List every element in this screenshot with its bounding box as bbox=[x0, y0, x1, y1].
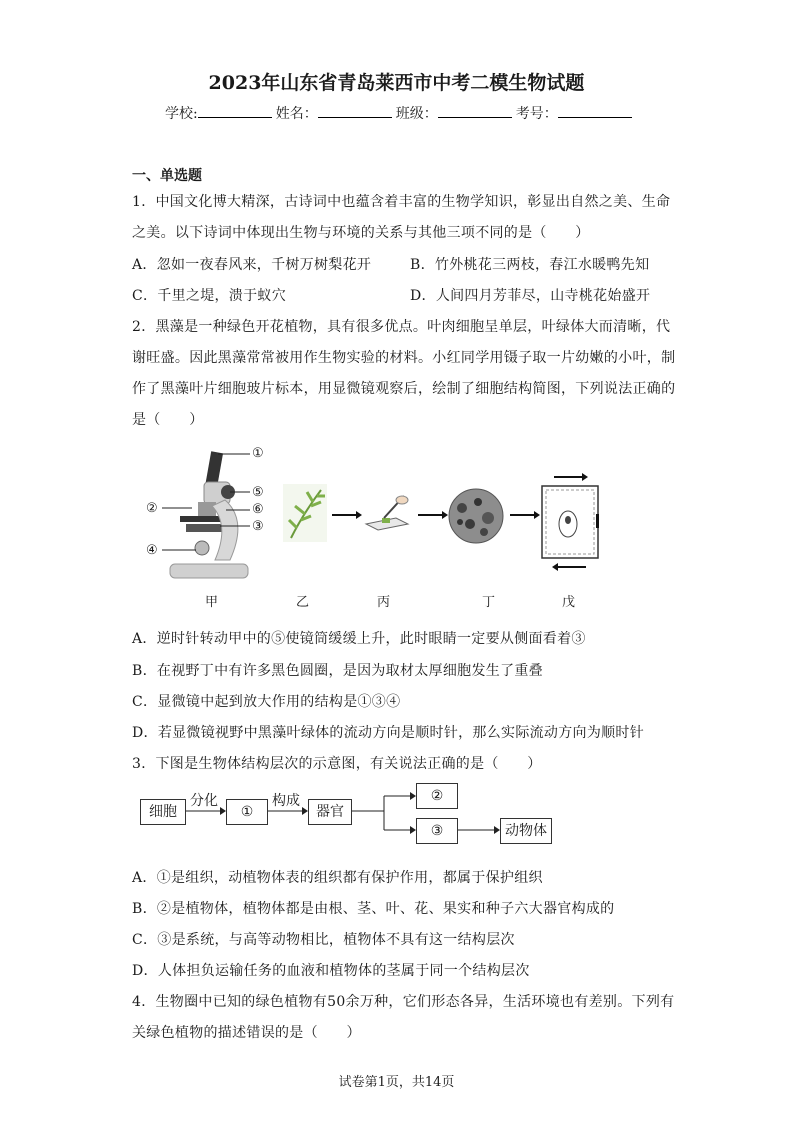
box-2: ② bbox=[416, 783, 458, 809]
q3-option-d: D．人体担负运输任务的血液和植物体的茎属于同一个结构层次 bbox=[132, 963, 530, 979]
caption-wu: 戊 bbox=[562, 595, 576, 610]
q1-option-b: B．竹外桃花三两枝，春江水暖鸭先知 bbox=[410, 257, 650, 273]
q2-option-d: D．若显微镜视野中黑藻叶绿体的流动方向是顺时针，那么实际流动方向为顺时针 bbox=[132, 725, 645, 741]
marker-5: ⑤ bbox=[252, 485, 264, 500]
q1-stem-line-2: 之美。以下诗词中体现出生物与环境的关系与其他三项不同的是（ ） bbox=[132, 225, 590, 241]
class-blank bbox=[438, 103, 512, 118]
box-3: ③ bbox=[416, 818, 458, 844]
name-label: 姓名： bbox=[275, 106, 318, 122]
q2-option-b: B．在视野丁中有许多黑色圆圈，是因为取材太厚细胞发生了重叠 bbox=[132, 663, 543, 679]
q2-figure bbox=[130, 440, 650, 615]
name-blank bbox=[318, 103, 392, 118]
structure-level-diagram bbox=[140, 780, 560, 850]
marker-6: ⑥ bbox=[252, 502, 264, 517]
q3-stem: 3．下图是生物体结构层次的示意图，有关说法正确的是（ ） bbox=[132, 756, 542, 772]
page-title: 2023年山东省青岛莱西市中考二模生物试题 bbox=[208, 72, 585, 94]
q3-option-a: A．①是组织，动植物体表的组织都有保护作用，都属于保护组织 bbox=[132, 870, 543, 886]
marker-1: ① bbox=[252, 446, 264, 461]
box-cell: 细胞 bbox=[140, 799, 186, 825]
q1-option-c: C．千里之堤，溃于蚁穴 bbox=[132, 288, 287, 304]
class-label: 班级： bbox=[395, 106, 438, 122]
q2-option-c: C．显微镜中起到放大作用的结构是①③④ bbox=[132, 694, 401, 710]
number-blank bbox=[558, 103, 632, 118]
q1-option-a: A．忽如一夜春风来，千树万树梨花开 bbox=[132, 257, 372, 273]
label-compose: 构成 bbox=[272, 793, 300, 809]
black-algae-sprig-image bbox=[283, 484, 327, 542]
caption-ding: 丁 bbox=[482, 595, 496, 610]
q3-option-c: C．③是系统，与高等动物相比，植物体不具有这一结构层次 bbox=[132, 932, 515, 948]
school-label: 学校: bbox=[165, 106, 198, 122]
q2-stem-line-3: 作了黑藻叶片细胞玻片标本，用显微镜观察后，绘制了细胞结构简图，下列说法正确的 bbox=[132, 381, 676, 397]
number-label: 考号： bbox=[515, 106, 558, 122]
box-organ: 器官 bbox=[308, 799, 352, 825]
box-animal: 动物体 bbox=[500, 818, 552, 844]
marker-2: ② bbox=[146, 501, 158, 516]
microscope-field-view bbox=[448, 488, 504, 544]
q3-option-b: B．②是植物体，植物体都是由根、茎、叶、花、果实和种子六大器官构成的 bbox=[132, 901, 615, 917]
q4-stem-line-1: 4．生物圈中已知的绿色植物有50余万种，它们形态各异，生活环境也有差别。下列有 bbox=[132, 994, 675, 1010]
plant-cell-diagram bbox=[538, 472, 602, 572]
q2-stem-line-1: 2．黑藻是一种绿色开花植物，具有很多优点。叶肉细胞呈单层，叶绿体大而清晰，代 bbox=[132, 319, 671, 335]
q2-option-a: A．逆时针转动甲中的⑤使镜筒缓缓上升，此时眼睛一定要从侧面看着③ bbox=[132, 631, 586, 647]
q1-option-d: D．人间四月芳菲尽，山寺桃花始盛开 bbox=[410, 288, 651, 304]
caption-bing: 丙 bbox=[377, 595, 391, 610]
page-footer: 试卷第1页，共14页 bbox=[338, 1075, 455, 1090]
q2-stem-line-4: 是（ ） bbox=[132, 412, 204, 428]
caption-yi: 乙 bbox=[296, 595, 310, 610]
arrow-icon bbox=[332, 510, 362, 520]
q4-stem-line-2: 关绿色植物的描述错误的是（ ） bbox=[132, 1025, 361, 1041]
arrow-icon bbox=[418, 510, 448, 520]
arrow-icon bbox=[510, 510, 540, 520]
slide-preparation-image bbox=[362, 492, 412, 532]
label-differentiation: 分化 bbox=[190, 793, 218, 809]
box-1: ① bbox=[226, 799, 268, 825]
q2-stem-line-2: 谢旺盛。因此黑藻常常被用作生物实验的材料。小红同学用镊子取一片幼嫩的小叶，制 bbox=[132, 350, 676, 366]
marker-3: ③ bbox=[252, 519, 264, 534]
section-heading: 一、单选题 bbox=[132, 168, 202, 184]
marker-4: ④ bbox=[146, 543, 158, 558]
q1-stem-line-1: 1．中国文化博大精深，古诗词中也蕴含着丰富的生物学知识，彰显出自然之美、生命 bbox=[132, 194, 671, 210]
caption-jia: 甲 bbox=[205, 595, 219, 610]
school-blank bbox=[198, 103, 272, 118]
student-info-line bbox=[165, 103, 636, 123]
